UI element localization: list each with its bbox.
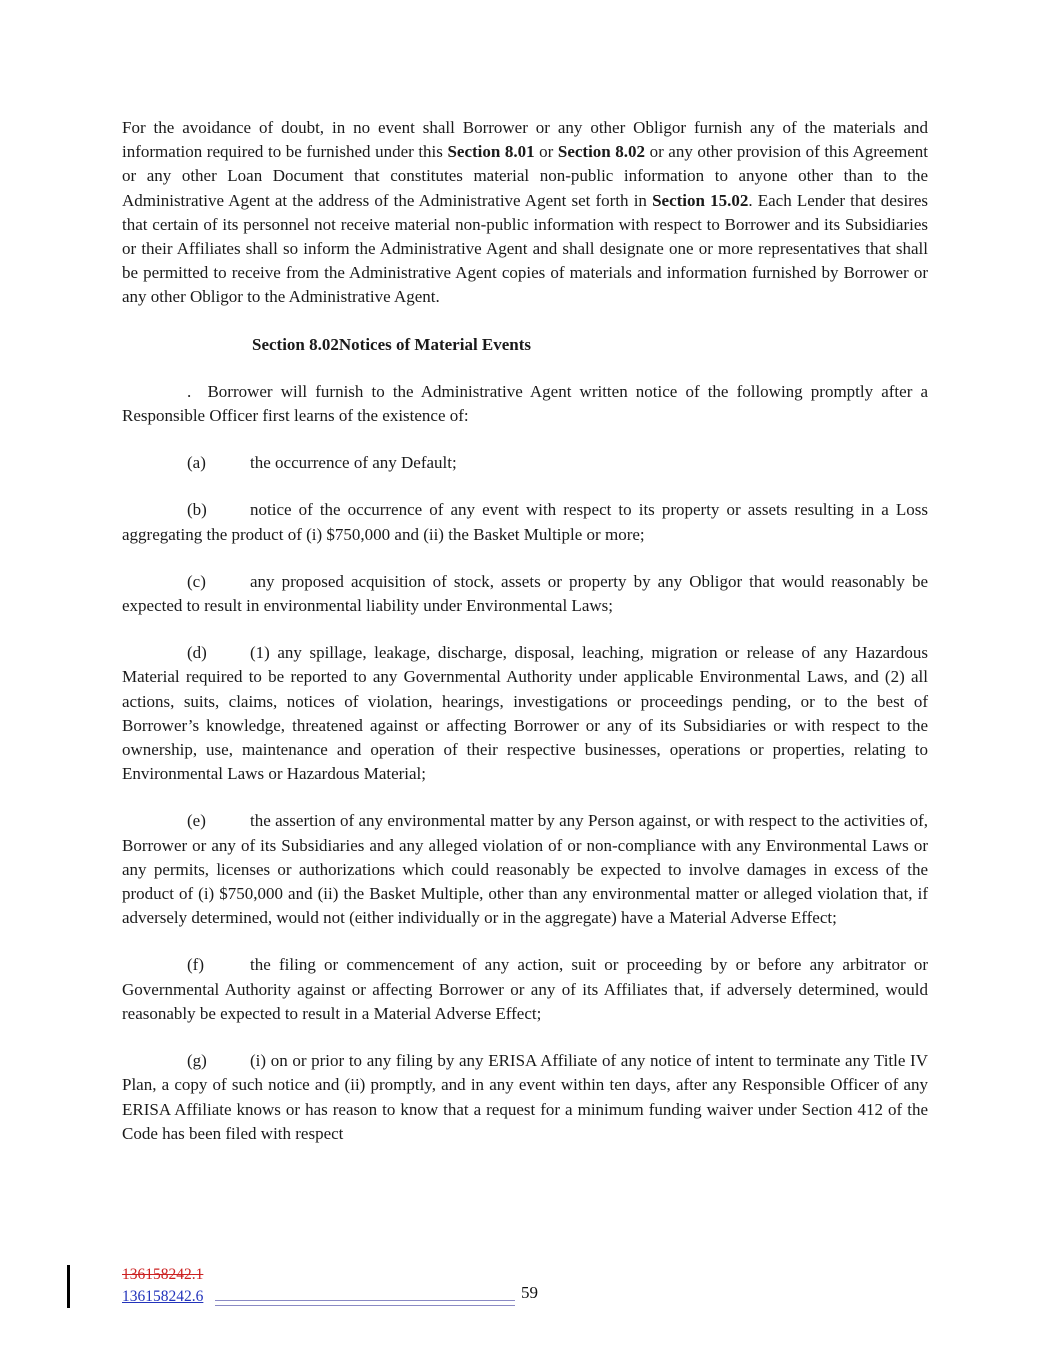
list-item-paragraph	[122, 570, 928, 618]
body-paragraph	[122, 116, 928, 310]
revision-change-bar	[67, 1265, 70, 1308]
page-footer	[122, 1264, 928, 1324]
list-item-paragraph	[122, 641, 928, 786]
body-paragraph	[122, 380, 928, 428]
text-run: . Each Lender that desires that certain of its personnel not receive material non-public information with respect to Borrower and its Subsidiaries or their Affiliates shall so inform the Administrative Agent and shall designate one or more representatives that shall be permitted to receive from the Administrative Agent copies of materials and information furnished by Borrower or any other Obligor to the Administrative Agent.	[122, 190, 928, 307]
section-heading-number: Section 8.02	[252, 334, 339, 354]
list-item-paragraph	[122, 1049, 928, 1146]
list-item-label: (f)	[187, 955, 204, 975]
list-item-label: (e)	[187, 811, 206, 831]
text-run: or	[534, 142, 558, 162]
document-body	[122, 116, 928, 1146]
list-item-paragraph	[122, 451, 928, 475]
text-run: or any other provision of this Agreement or any other Loan Document that constitutes material non-public information to anyone other than to the Administrative Agent at the address of the Administrative Agent set forth in	[122, 142, 929, 210]
section-heading-title: Notices of Material Events	[338, 334, 532, 354]
list-item-label: (c)	[187, 571, 206, 591]
text-run: the occurrence of any Default;	[250, 453, 457, 473]
text-run: (i) on or prior to any filing by any ERISA Affiliate of any notice of intent to terminate any Title IV Plan, a copy of such notice and (ii) promptly, and in any event within ten days, after any Responsible Officer of any ERISA Affiliate knows or has reason to know that a request for a minimum funding waiver under Section 412 of the Code has been filed with respect	[122, 1051, 928, 1143]
list-item-paragraph	[122, 498, 928, 546]
text-run: For the avoidance of doubt, in no event shall Borrower or any other Obligor furnish any of the materials and information required to be furnished under this	[122, 118, 928, 162]
section-heading	[122, 333, 928, 357]
bold-text-run: Section 8.01	[447, 142, 535, 162]
footer-leader-line	[215, 1300, 515, 1306]
page-number: 59	[521, 1283, 538, 1302]
text-run: the assertion of any environmental matter by any Person against, or with respect to the activities of, Borrower or any of its Subsidiaries and any alleged violation of or non-compliance with any Environmental Laws or any permits, licenses or authorizations which could reasonably be expected to involve damages in excess of the product of (i) $750,000 and (ii) the Basket Multiple, other than any environmental matter or alleged violation that, if adversely determined, would not (either individually or in the aggregate) have a Material Adverse Effect;	[122, 811, 928, 928]
text-run: any proposed acquisition of stock, assets or property by any Obligor that would reasonably be expected to result in environmental liability under Environmental Laws;	[122, 571, 928, 616]
text-run: . Borrower will furnish to the Administrative Agent written notice of the following promptly after a Responsible Officer first learns of the existence of:	[122, 381, 928, 426]
list-item-label: (b)	[187, 500, 207, 520]
bold-text-run: Section 8.02	[557, 142, 646, 162]
list-item-label: (a)	[187, 453, 206, 473]
text-run: notice of the occurrence of any event with respect to its property or assets resulting in a Loss aggregating the product of (i) $750,000 and (ii) the Basket Multiple or more;	[122, 500, 928, 544]
list-item-label: (d)	[187, 643, 207, 663]
footer-revision-new: 136158242.6	[122, 1288, 204, 1305]
footer-revision-old: 136158242.1	[122, 1266, 204, 1283]
text-run: (1) any spillage, leakage, discharge, disposal, leaching, migration or release of any Hazardous Material required to be reported to any Governmental Authority under applicable Environmental Laws, and (2) all actions, suits, claims, notices of violation, hearings, investigations or proceedings pending, or to the best of Borrower’s knowledge, threatened against or affecting Borrower or any of its Subsidiaries or with respect to the ownership, use, maintenance and operation of their respective businesses, operations or properties, relating to Environmental Laws or Hazardous Material;	[122, 643, 928, 784]
list-item-label: (g)	[187, 1051, 207, 1071]
list-item-paragraph	[122, 809, 928, 930]
bold-text-run: Section 15.02	[652, 190, 749, 210]
text-run: the filing or commencement of any action, suit or proceeding by or before any arbitrator or Governmental Authority against or affecting Borrower or any of its Affiliates that, if adversely determined, would reasonably be expected to result in a Material Adverse Effect;	[122, 955, 928, 1023]
list-item-paragraph	[122, 953, 928, 1026]
